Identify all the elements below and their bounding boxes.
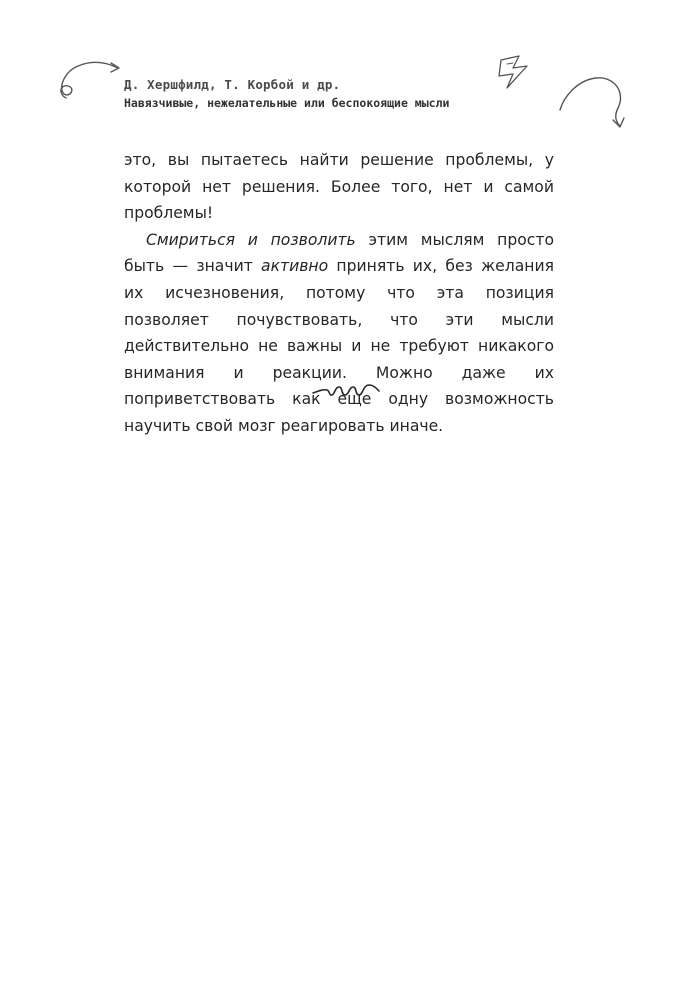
paragraph-2-text-1: этим мыслям просто быть — значит — [124, 230, 554, 276]
paragraph-2 — [124, 227, 554, 440]
running-header — [124, 76, 544, 112]
paragraph-2-text-2: принять их, без желания их исчезновения, потому что эта позиция позволяет почувствовать, что эти мысли действительно не важны и не требуют никакого внимания и реакции. Можно даже их поприветствовать как еще одну возможность научить свой мозг реагировать иначе. — [124, 257, 554, 435]
swirl-arrow-icon — [56, 54, 126, 102]
header-title: Навязчивые, нежелательные или беспокоящие мысли — [124, 96, 450, 110]
squiggle-ornament-icon — [311, 381, 381, 401]
emphasis-actively: активно — [261, 257, 329, 276]
emphasis-accept: Смириться и позволить — [146, 230, 356, 249]
curved-arrow-icon — [556, 74, 630, 132]
header-author: Д. Хершфилд, Т. Корбой и др. — [124, 77, 341, 92]
paragraph-1: это, вы пытаетесь найти решение проблемы, у которой нет решения. Более того, нет и самой проблемы! — [124, 151, 554, 223]
